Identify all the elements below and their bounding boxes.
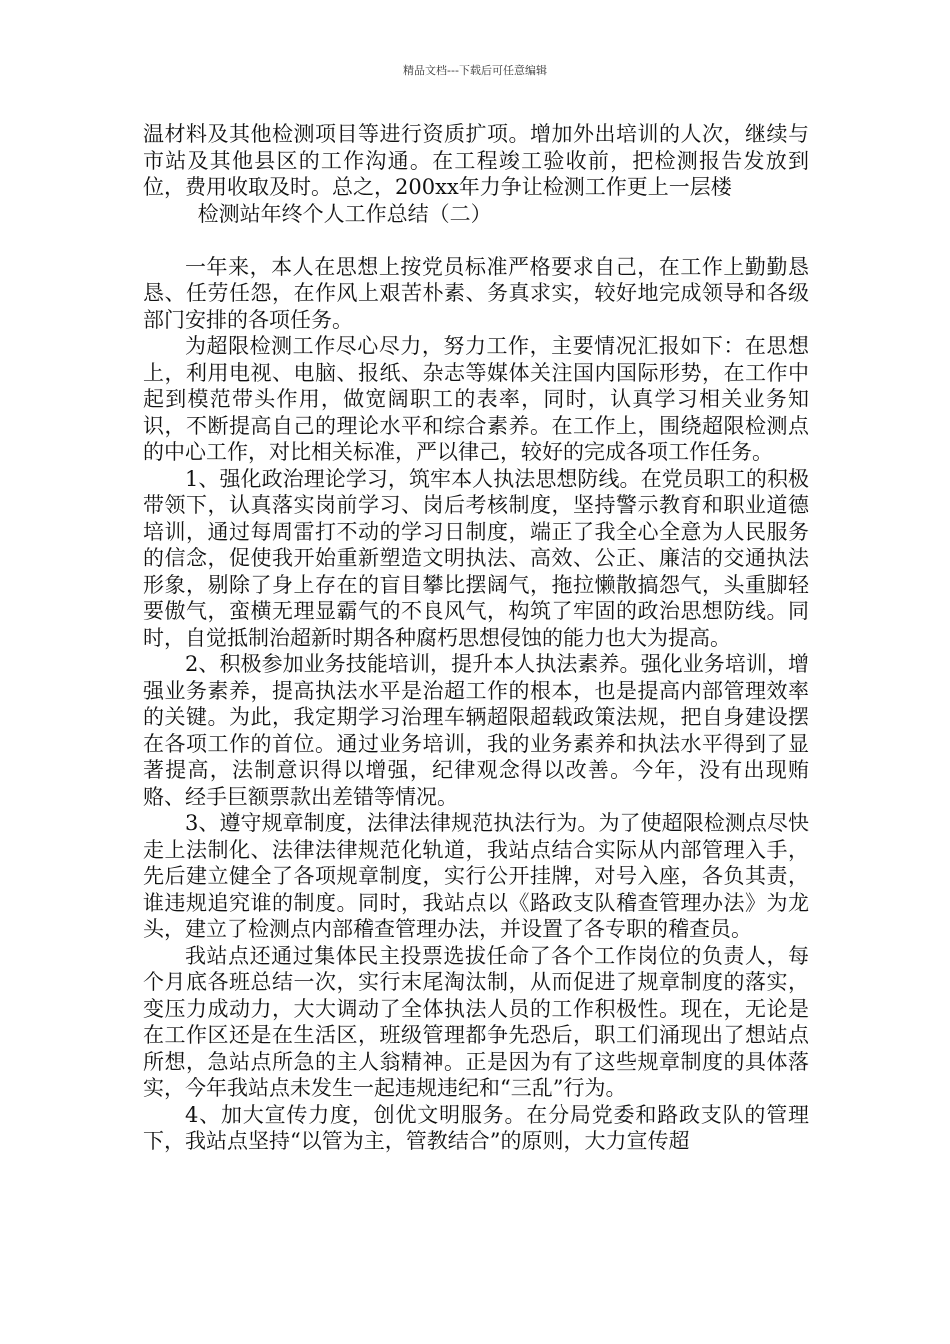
paragraph-summary: 为超限检测工作尽心尽力，努力工作，主要情况汇报如下：在思想上，利用电视、电脑、报纸、杂志等媒体关注国内国际形势，在工作中起到模范带头作用，做宽阔职工的表率，同时，认真学习相关业务知识，不断提高自己的理论水平和综合素养。在工作上，围绕超限检测点的中心工作，对比相关标准，严以律己，较好的完成各项工作任务。	[143, 334, 809, 464]
paragraph-item-3-continued: 我站点还通过集体民主投票选拔任命了各个工作岗位的负责人，每个月底各班总结一次，实行末尾淘汰制，从而促进了规章制度的落实，变压力成动力，大大调动了全体执法人员的工作积极性。现在，无论是在工作区还是在生活区，班级管理都争先恐后，职工们涌现出了想站点所想，急站点所急的主人翁精神。正是因为有了这些规章制度的具体落实，今年我站点未发生一起违规违纪和“三乱”行为。	[143, 943, 809, 1100]
paragraph-item-3: 3、遵守规章制度，法律法律规范执法行为。为了使超限检测点尽快走上法制化、法律法律规范化轨道，我站点结合实际从内部管理入手，先后建立健全了各项规章制度，实行公开挂牌，对号入座，各负其责，谁违规追究谁的制度。同时，我站点以《路政支队稽查管理办法》为龙头，建立了检测点内部稽查管理办法，并设置了各专职的稽查员。	[143, 811, 809, 941]
paragraph-item-4: 4、加大宣传力度，创优文明服务。在分局党委和路政支队的管理下，我站点坚持“以管为主，管教结合”的原则，大力宣传超	[143, 1102, 809, 1153]
paragraph-item-2: 2、积极参加业务技能培训，提升本人执法素养。强化业务培训，增强业务素养，提高执法水平是治超工作的根本，也是提高内部管理效率的关键。为此，我定期学习治理车辆超限超载政策法规，把自身建设摆在各项工作的首位。通过业务培训，我的业务素养和执法水平得到了显著提高，法制意识得以增强，纪律观念得以改善。今年，没有出现贿赂、经手巨额票款出差错等情况。	[143, 652, 809, 809]
page-header: 精品文档---下载后可任意编辑	[403, 64, 547, 77]
blank-line	[143, 227, 809, 254]
document-body	[143, 121, 809, 1155]
paragraph-item-1: 1、强化政治理论学习，筑牢本人执法思想防线。在党员职工的积极带领下，认真落实岗前学习、岗后考核制度，坚持警示教育和职业道德培训，通过每周雷打不动的学习日制度，端正了我全心全意为人民服务的信念，促使我开始重新塑造文明执法、高效、公正、廉洁的交通执法形象，剔除了身上存在的盲目攀比摆阔气，拖拉懒散搞怨气，头重脚轻要傲气，蛮横无理显霸气的不良风气，构筑了牢固的政治思想防线。同时，自觉抵制治超新时期各种腐朽思想侵蚀的能力也大为提高。	[143, 466, 809, 650]
section-title: 检测站年终个人工作总结（二）	[197, 201, 492, 226]
paragraph-continuation: 温材料及其他检测项目等进行资质扩项。增加外出培训的人次，继续与市站及其他县区的工作沟通。在工程竣工验收前，把检测报告发放到位，费用收取及时。总之，200xx年力争让检测工作更上一层楼	[143, 122, 809, 199]
paragraph-intro: 一年来，本人在思想上按党员标准严格要求自己，在工作上勤勤恳恳、任劳任怨，在作风上艰苦朴素、务真求实，较好地完成领导和各级部门安排的各项任务。	[143, 254, 809, 332]
